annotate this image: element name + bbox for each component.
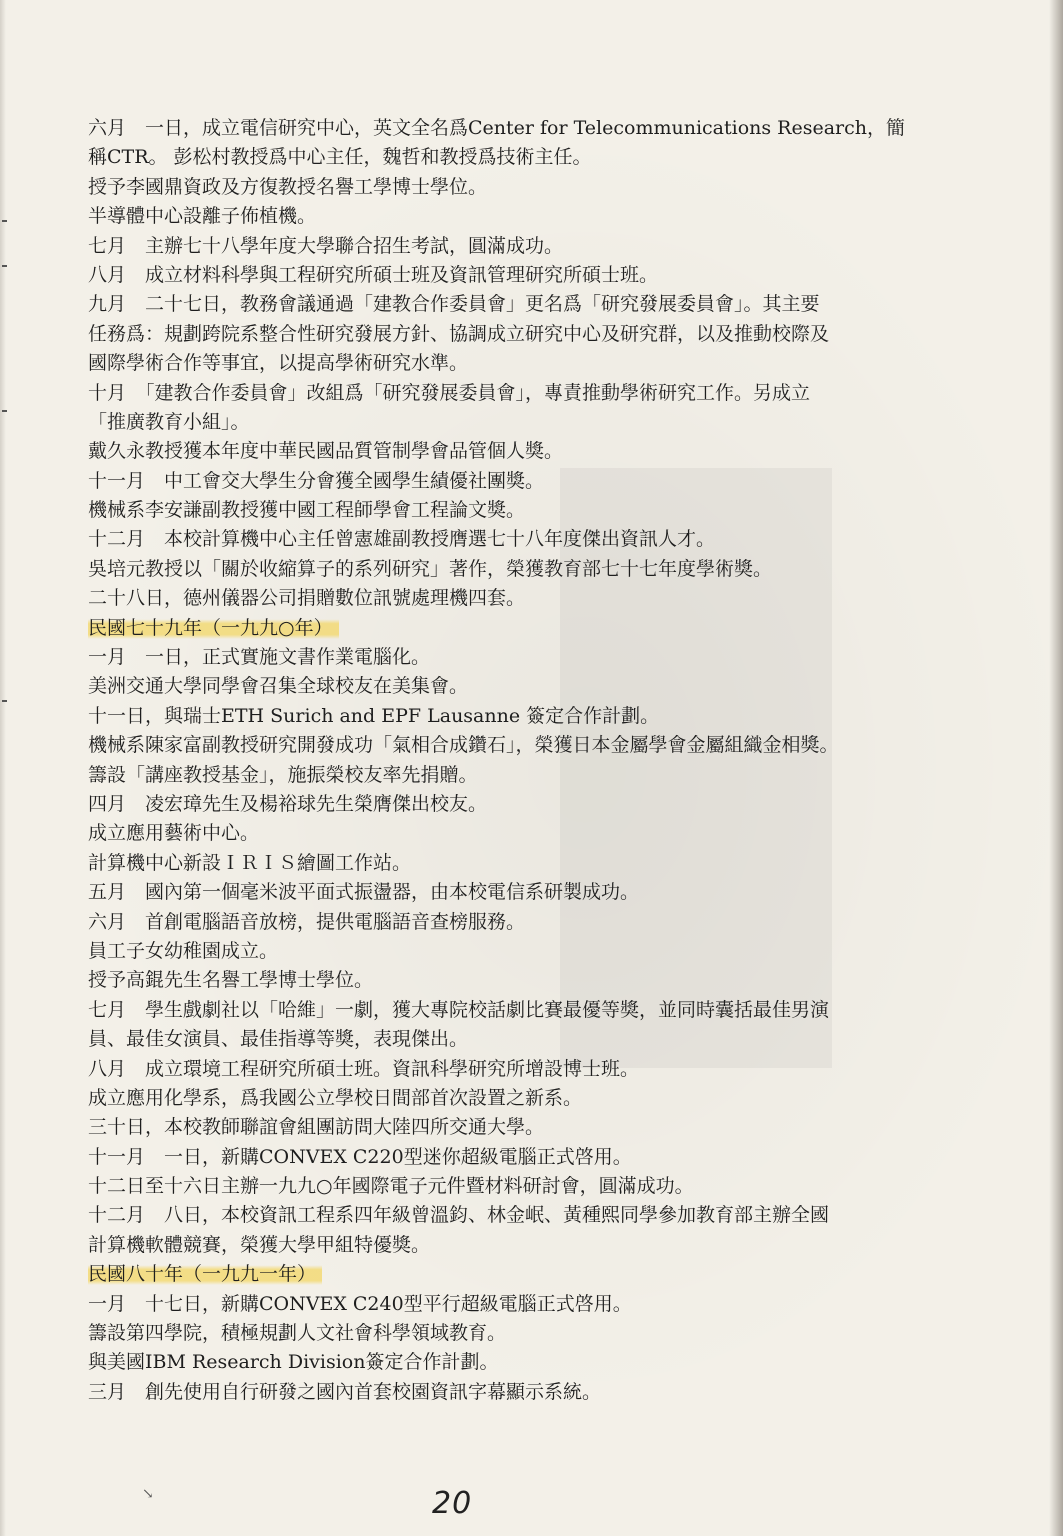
text-line: 十月 「建教合作委員會」改組爲「研究發展委員會」，專責推動學術研究工作。另成立 bbox=[88, 381, 811, 404]
margin-mark bbox=[2, 220, 7, 222]
text-line: 任務爲：規劃跨院系整合性研究發展方針、協調成立研究中心及研究群，以及推動校際及 bbox=[88, 322, 830, 345]
document-body bbox=[88, 114, 958, 1407]
scan-edge-left bbox=[0, 0, 6, 1536]
margin-mark bbox=[2, 700, 7, 702]
text-line: 授予李國鼎資政及方復教授名譽工學博士學位。 bbox=[88, 175, 488, 198]
year-heading-1991 bbox=[88, 1260, 958, 1289]
text-line: 機械系李安謙副教授獲中國工程師學會工程論文獎。 bbox=[88, 499, 526, 522]
text-line: 半導體中心設離子佈植機。 bbox=[88, 205, 317, 228]
year-heading-text: 民國八十年（一九九一年） bbox=[88, 1263, 322, 1285]
text-line: 籌設「講座教授基金」，施振榮校友率先捐贈。 bbox=[88, 763, 478, 786]
scan-speck: ↘ bbox=[142, 1486, 154, 1502]
text-line: 十二月 本校計算機中心主任曾憲雄副教授膺選七十八年度傑出資訊人才。 bbox=[88, 528, 716, 551]
text-line: 計算機軟體競賽，榮獲大學甲組特優獎。 bbox=[88, 1233, 431, 1256]
text-line: 七月 主辦七十八學年度大學聯合招生考試，圓滿成功。 bbox=[88, 234, 564, 257]
text-line: 六月 首創電腦語音放榜，提供電腦語音查榜服務。 bbox=[88, 910, 526, 933]
text-line: 三月 創先使用自行研發之國內首套校園資訊字幕顯示系統。 bbox=[88, 1380, 602, 1403]
text-line: 九月 二十七日，教務會議通過「建教合作委員會」更名爲「研究發展委員會」。其主要 bbox=[88, 293, 820, 316]
text-line: 七月 學生戲劇社以「哈維」一劇，獲大專院校話劇比賽最優等獎，並同時囊括最佳男演 bbox=[88, 998, 830, 1021]
text-line: 十二日至十六日主辦一九九○年國際電子元件暨材料研討會，圓滿成功。 bbox=[88, 1175, 694, 1198]
text-line: 機械系陳家富副教授研究開發成功「氣相合成鑽石」，榮獲日本金屬學會金屬組織金相獎。 bbox=[88, 734, 839, 757]
text-line: 八月 成立環境工程研究所碩士班。資訊科學研究所增設博士班。 bbox=[88, 1057, 640, 1080]
text-line: 十一日，與瑞士ETH Surich and EPF Lausanne 簽定合作計劃。 bbox=[88, 704, 660, 727]
text-line: 十一月 中工會交大學生分會獲全國學生績優社團獎。 bbox=[88, 469, 545, 492]
text-line: 成立應用藝術中心。 bbox=[88, 822, 260, 845]
year-heading-1990 bbox=[88, 614, 958, 643]
text-line: 十二月 八日，本校資訊工程系四年級曾溫鈞、林金岷、黃種熙同學參加教育部主辦全國 bbox=[88, 1204, 830, 1227]
scan-edge-right bbox=[1049, 0, 1063, 1536]
text-line: 吳培元教授以「關於收縮算子的系列研究」著作，榮獲教育部七十七年度學術獎。 bbox=[88, 557, 773, 580]
text-line: 一月 十七日，新購CONVEX C240型平行超級電腦正式啓用。 bbox=[88, 1292, 632, 1315]
text-line: 戴久永教授獲本年度中華民國品質管制學會品管個人獎。 bbox=[88, 440, 564, 463]
text-line: 四月 凌宏璋先生及楊裕球先生榮膺傑出校友。 bbox=[88, 792, 488, 815]
margin-mark bbox=[2, 410, 7, 412]
page-number: 20 bbox=[432, 1486, 473, 1521]
text-line: 授予高錕先生名譽工學博士學位。 bbox=[88, 969, 374, 992]
text-line: 六月 一日，成立電信研究中心，英文全名爲Center for Telecommunications Research，簡 bbox=[88, 117, 906, 139]
text-line: 美洲交通大學同學會召集全球校友在美集會。 bbox=[88, 675, 469, 698]
text-line: 籌設第四學院，積極規劃人文社會科學領域教育。 bbox=[88, 1322, 507, 1345]
text-line: 五月 國內第一個毫米波平面式振盪器，由本校電信系研製成功。 bbox=[88, 881, 640, 904]
text-line: 八月 成立材料科學與工程研究所碩士班及資訊管理研究所碩士班。 bbox=[88, 263, 659, 286]
text-line: 成立應用化學系，爲我國公立學校日間部首次設置之新系。 bbox=[88, 1086, 583, 1109]
text-line: 員、最佳女演員、最佳指導等獎，表現傑出。 bbox=[88, 1028, 469, 1051]
text-line: 與美國IBM Research Division簽定合作計劃。 bbox=[88, 1351, 499, 1374]
text-line: 計算機中心新設ＩＲＩＳ繪圖工作站。 bbox=[88, 851, 412, 874]
text-line: 三十日，本校教師聯誼會組團訪問大陸四所交通大學。 bbox=[88, 1116, 545, 1139]
text-line: 國際學術合作等事宜，以提高學術研究水準。 bbox=[88, 352, 469, 375]
text-line: 稱CTR。 彭松村教授爲中心主任，魏哲和教授爲技術主任。 bbox=[88, 146, 592, 169]
text-line: 一月 一日，正式實施文書作業電腦化。 bbox=[88, 646, 431, 669]
text-line: 員工子女幼稚園成立。 bbox=[88, 939, 279, 962]
margin-mark bbox=[2, 265, 7, 267]
text-line: 二十八日，德州儀器公司捐贈數位訊號處理機四套。 bbox=[88, 587, 526, 610]
text-line: 「推廣教育小組」。 bbox=[88, 410, 250, 433]
year-heading-text: 民國七十九年（一九九○年） bbox=[88, 617, 339, 639]
text-line: 十一月 一日，新購CONVEX C220型迷你超級電腦正式啓用。 bbox=[88, 1145, 632, 1168]
